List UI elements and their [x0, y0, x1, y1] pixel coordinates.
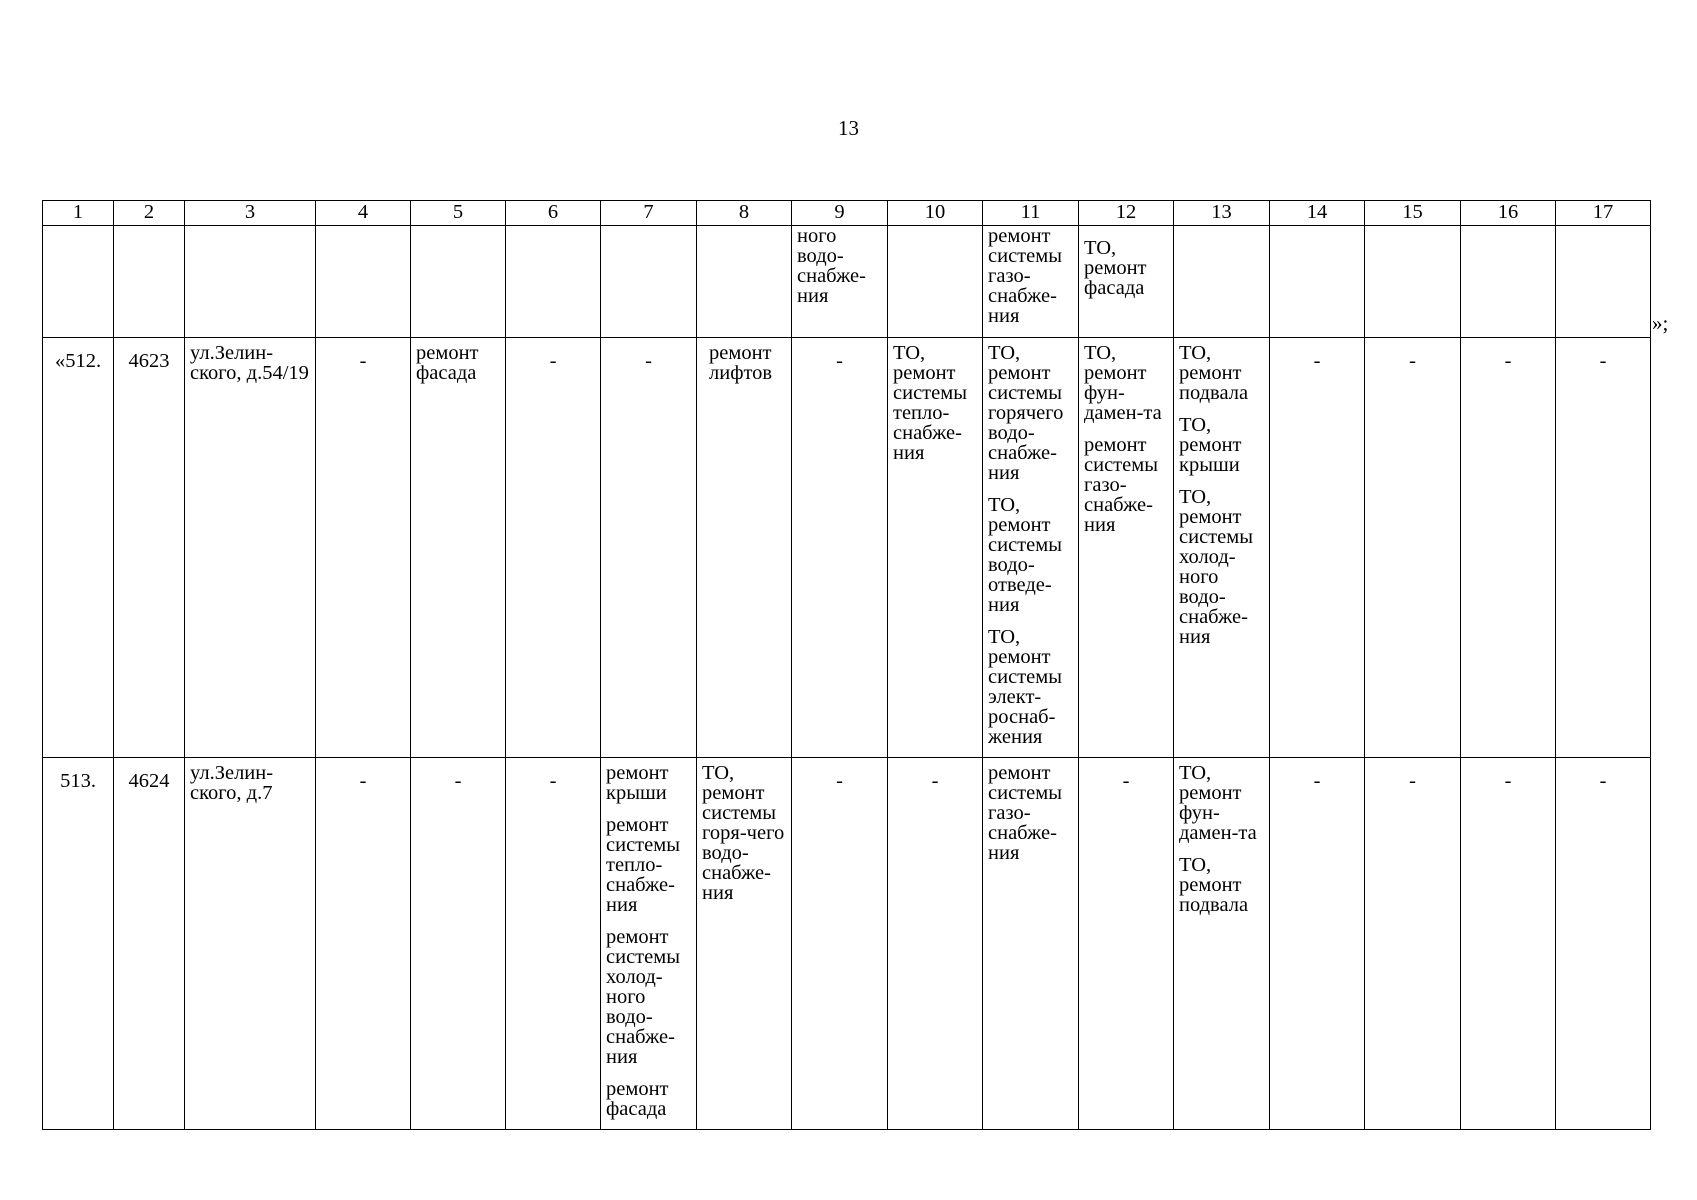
column-number: 16 [1461, 201, 1556, 226]
cell-text: - [1313, 350, 1321, 372]
cell-entry: ремонт фасада [606, 1078, 669, 1120]
column-number: 6 [506, 201, 601, 226]
cell-text: ного водо-снабже-ния [797, 225, 866, 307]
cell-entry: ТО, ремонт системы горячего водо-снабже-ния [988, 342, 1064, 484]
address: ул.Зелин-ского, д.7 [190, 762, 274, 804]
column-number: 10 [888, 201, 983, 226]
page-number: 13 [838, 116, 859, 140]
column-number: 5 [411, 201, 506, 226]
cell-text: - [931, 770, 939, 792]
cell-text: ТО, ремонт системы тепло-снабже-ния [893, 342, 967, 464]
cell-entry: ТО, ремонт фун-дамен-та [1084, 342, 1162, 424]
cell-text: - [1599, 770, 1607, 792]
column-number: 2 [114, 201, 185, 226]
cell-entry: ТО, ремонт системы водо-отведе-ния [988, 494, 1062, 616]
column-number: 15 [1365, 201, 1461, 226]
cell-text: - [1599, 350, 1607, 372]
cell-text: ТО, ремонт системы горя-чего водо-снабже-ния [702, 762, 785, 904]
cell-text: - [645, 350, 652, 372]
cell-entry: ТО, ремонт системы холод-ного водо-снабже-ния [1179, 486, 1253, 648]
cell-text: - [1409, 770, 1416, 792]
cell-text: ремонт системы газо-снабже-ния [988, 225, 1062, 327]
cell-text: - [1409, 350, 1416, 372]
column-number-row [43, 201, 1651, 226]
cell-entry: ТО, ремонт фун-дамен-та [1179, 762, 1257, 844]
cell-text: - [454, 770, 462, 792]
cell-text: - [549, 350, 557, 372]
column-number: 12 [1079, 201, 1174, 226]
row-number: «512. [54, 350, 102, 372]
column-number: 11 [983, 201, 1079, 226]
cell-text: - [359, 350, 367, 372]
cell-text: ремонт фасада [416, 342, 479, 384]
cell-entry: ТО, ремонт крыши [1179, 414, 1242, 476]
closing-quote-mark: »; [1652, 311, 1669, 335]
cell-text: ТО, ремонт фасада [1084, 237, 1147, 299]
column-number: 4 [316, 201, 411, 226]
column-number: 1 [43, 201, 114, 226]
cell-entry: ремонт крыши [606, 762, 669, 804]
object-code: 4624 [128, 770, 170, 792]
cell-entry: ремонт системы холод-ного водо-снабже-ния [606, 926, 680, 1068]
cell-text: - [1313, 770, 1321, 792]
column-number: 14 [1270, 201, 1365, 226]
cell-text: - [836, 770, 843, 792]
column-number: 3 [185, 201, 316, 226]
cell-text: - [1504, 350, 1512, 372]
continuation-row [43, 226, 1651, 338]
column-number: 8 [697, 201, 792, 226]
cell-text: ремонт лифтов [709, 342, 773, 384]
table-row [43, 338, 1651, 758]
address: ул.Зелин-ского, д.54/19 [190, 342, 309, 384]
cell-text: - [359, 770, 367, 792]
row-number: 513. [60, 770, 96, 792]
table-row [43, 758, 1651, 1130]
cell-entry: ремонт системы тепло-снабже-ния [606, 814, 680, 916]
cell-text: - [1122, 770, 1130, 792]
works-table [42, 200, 1651, 1130]
cell-entry: ТО, ремонт подвала [1179, 854, 1249, 916]
column-number: 9 [792, 201, 888, 226]
cell-text: ремонт системы газо-снабже-ния [988, 762, 1062, 864]
column-number: 13 [1174, 201, 1270, 226]
cell-entry: ТО, ремонт системы элект-роснаб-жения [988, 626, 1062, 748]
cell-text: - [1504, 770, 1512, 792]
cell-entry: ремонт системы газо-снабже-ния [1084, 434, 1158, 536]
cell-text: - [549, 770, 557, 792]
cell-text: - [836, 350, 843, 372]
column-number: 17 [1556, 201, 1651, 226]
object-code: 4623 [128, 350, 170, 372]
cell-entry: ТО, ремонт подвала [1179, 342, 1249, 404]
column-number: 7 [601, 201, 697, 226]
